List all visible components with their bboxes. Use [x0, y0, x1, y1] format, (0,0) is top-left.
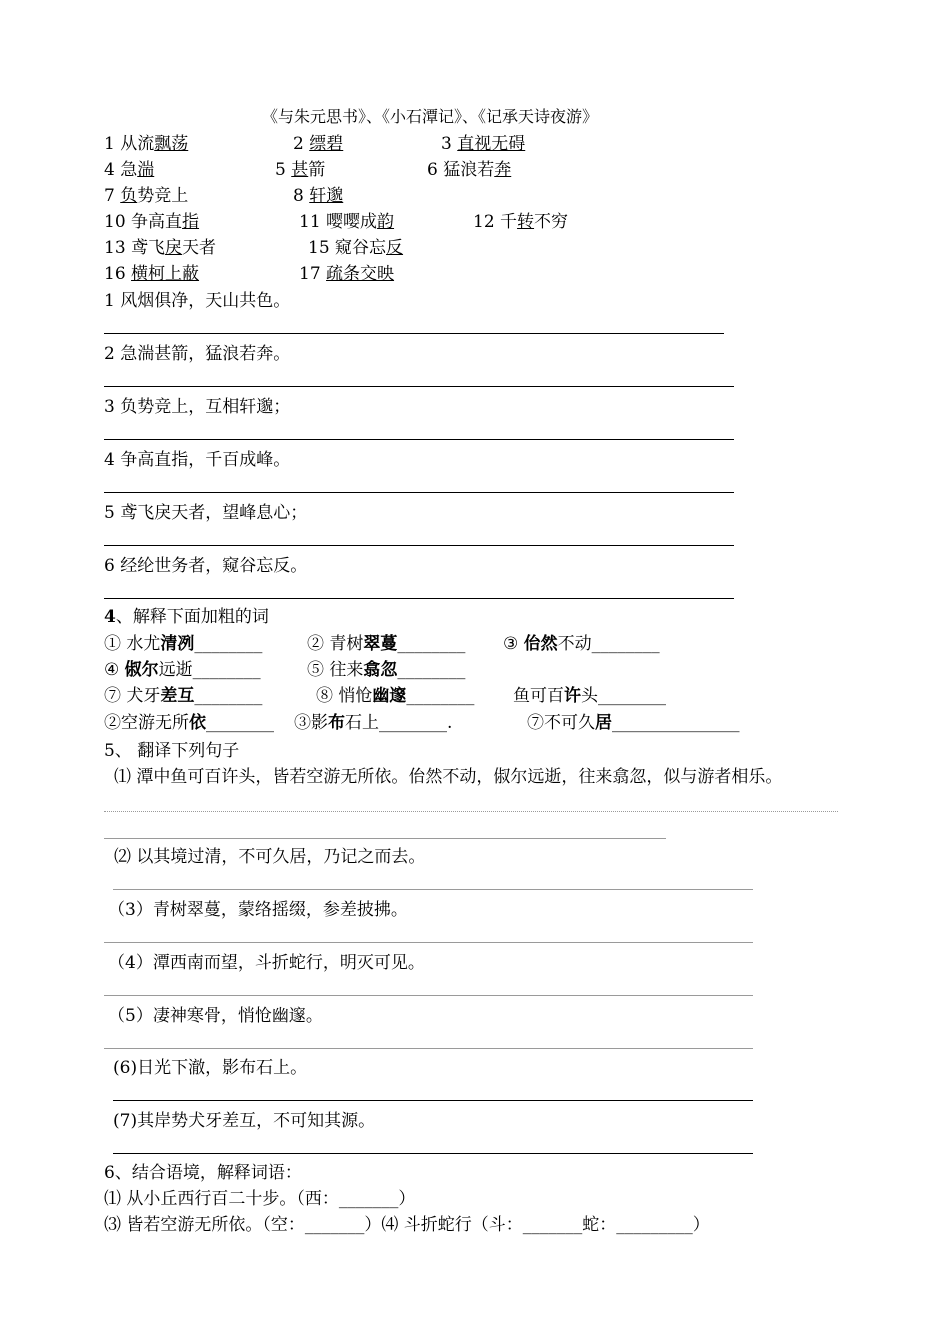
sentence: 6 经纶世务者，窥谷忘反。 [104, 556, 308, 576]
define-item[interactable]: ⑦ 犬牙差互________ [104, 686, 263, 706]
answer-line[interactable] [104, 545, 734, 546]
vocab-item: 8 轩邈 [293, 186, 344, 206]
section-5-heading: 5、 翻译下列句子 [104, 741, 240, 761]
define-item[interactable]: ① 水尤清冽________ [104, 634, 263, 654]
answer-line[interactable] [113, 889, 753, 890]
answer-line[interactable] [113, 1153, 753, 1154]
sentence: 1 风烟俱净，天山共色。 [104, 291, 291, 311]
answer-line[interactable] [104, 492, 734, 493]
answer-line[interactable] [104, 838, 666, 839]
section-4-heading: 4、解释下面加粗的词 [104, 607, 269, 627]
define-item[interactable]: ⑤ 往来翕忽________ [307, 660, 466, 680]
answer-line[interactable] [104, 811, 838, 812]
define-item[interactable]: ③影布石上________. [294, 713, 453, 733]
vocab-item: 7 负势竞上 [104, 186, 189, 206]
translate-item: (7)其岸势犬牙差互，不可知其源。 [113, 1111, 376, 1131]
translate-item: ⑴ 潭中鱼可百许头，皆若空游无所依。佁然不动，俶尔远逝，往来翕忽，似与游者相乐。 [114, 767, 783, 787]
vocab-item: 4 急湍 [104, 160, 155, 180]
vocab-item: 16 横柯上蔽 [104, 264, 200, 284]
vocab-item: 15 窥谷忘反 [308, 238, 404, 258]
answer-line[interactable] [104, 598, 734, 599]
answer-line[interactable] [104, 386, 734, 387]
define-item[interactable]: ②空游无所依________ [104, 713, 274, 733]
translate-item: ⑵ 以其境过清，不可久居，乃记之而去。 [114, 847, 426, 867]
answer-line[interactable] [104, 1048, 753, 1049]
vocab-item: 10 争高直指 [104, 212, 200, 232]
context-item[interactable]: ⑶ 皆若空游无所依。（空：_______）⑷ 斗折蛇行（斗：_______蛇：_________） [104, 1215, 710, 1235]
define-item[interactable]: ⑦不可久居_______________ [527, 713, 740, 733]
translate-item: （3）青树翠蔓，蒙络摇缀，参差披拂。 [108, 900, 408, 920]
vocab-item: 1 从流飘荡 [104, 134, 189, 154]
sentence: 2 急湍甚箭，猛浪若奔。 [104, 344, 291, 364]
vocab-item: 2 缥碧 [293, 134, 344, 154]
translate-item: （4）潭西南而望，斗折蛇行，明灭可见。 [108, 953, 425, 973]
vocab-item: 17 疏条交映 [299, 264, 395, 284]
answer-line[interactable] [104, 439, 734, 440]
define-item[interactable]: ② 青树翠蔓________ [307, 634, 466, 654]
vocab-item: 6 猛浪若奔 [427, 160, 512, 180]
vocab-item: 3 直视无碍 [441, 134, 526, 154]
answer-line[interactable] [104, 942, 753, 943]
sentence: 4 争高直指，千百成峰。 [104, 450, 291, 470]
page-title: 《与朱元思书》、《小石潭记》、《记承天诗夜游》 [262, 107, 599, 126]
define-item[interactable]: ⑧ 悄怆幽邃________ [316, 686, 475, 706]
answer-line[interactable] [113, 1100, 753, 1101]
sentence: 5 鸢飞戾天者，望峰息心； [104, 503, 308, 523]
vocab-item: 11 嘤嘤成韵 [299, 212, 395, 232]
define-item[interactable]: ③ 佁然不动________ [503, 634, 660, 654]
translate-item: （5）凄神寒骨，悄怆幽邃。 [108, 1006, 323, 1026]
vocab-item: 13 鸢飞戾天者 [104, 238, 217, 258]
vocab-item: 5 甚箭 [275, 160, 326, 180]
answer-line[interactable] [104, 333, 724, 334]
sentence: 3 负势竞上，互相轩邈； [104, 397, 291, 417]
translate-item: (6)日光下澈，影布石上。 [113, 1058, 308, 1078]
answer-line[interactable] [104, 995, 753, 996]
define-item[interactable]: 鱼可百许头________ [513, 686, 666, 706]
section-6-heading: 6、结合语境，解释词语： [104, 1163, 302, 1183]
define-item[interactable]: ④ 俶尔远逝________ [104, 660, 261, 680]
context-item[interactable]: ⑴ 从小丘西行百二十步。（西：_______） [104, 1189, 416, 1209]
vocab-item: 12 千转不穷 [473, 212, 569, 232]
